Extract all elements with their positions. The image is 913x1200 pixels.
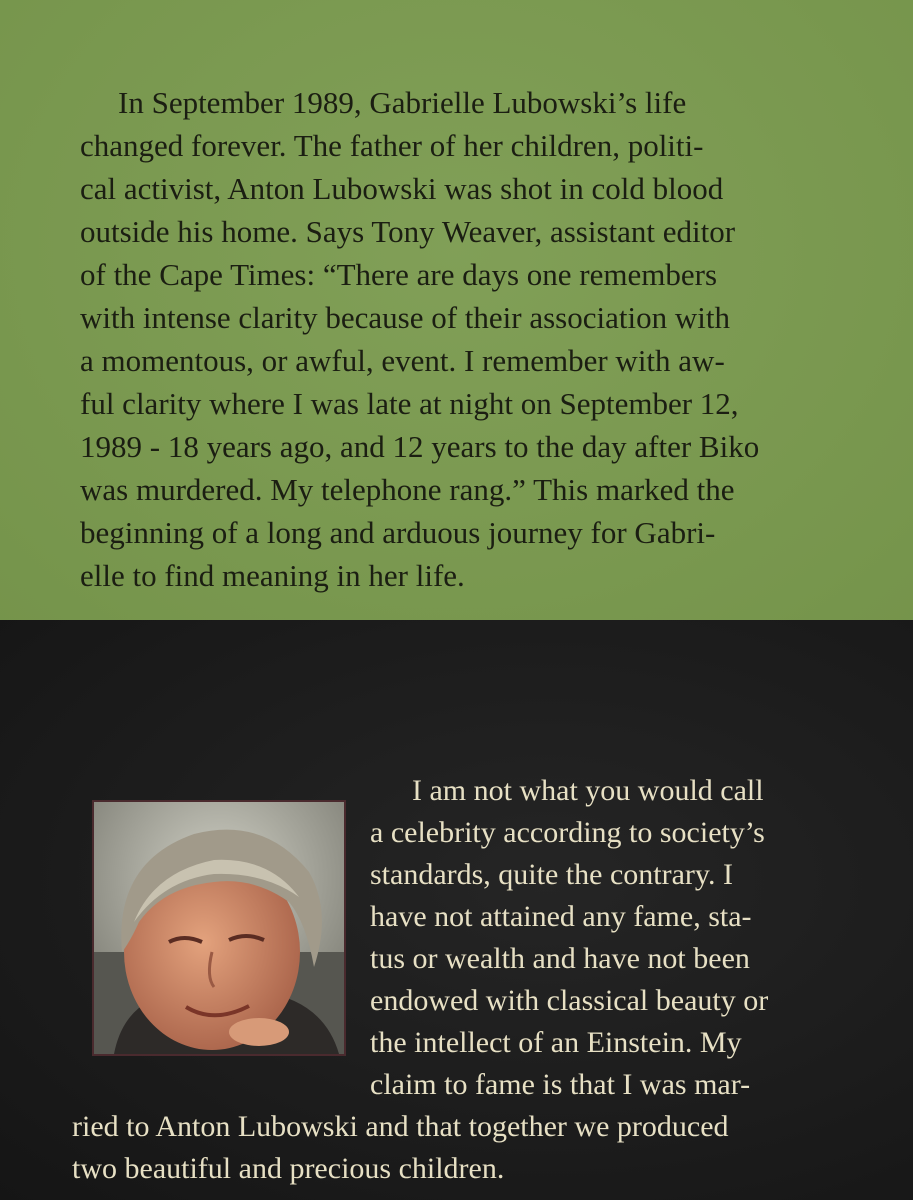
synopsis-line: cal activist, Anton Lubowski was shot in cold blood bbox=[80, 171, 724, 206]
synopsis-line: outside his home. Says Tony Weaver, assistant editor bbox=[80, 214, 736, 249]
synopsis-line: In September 1989, Gabrielle Lubowski’s life bbox=[118, 85, 687, 120]
portrait-photo-icon bbox=[94, 802, 344, 1054]
bio-line: have not attained any fame, sta- bbox=[370, 900, 752, 933]
bio-line: two beautiful and precious children. bbox=[72, 1152, 505, 1185]
synopsis-line: elle to find meaning in her life. bbox=[80, 558, 465, 593]
synopsis-line: a momentous, or awful, event. I remember with aw- bbox=[80, 343, 725, 378]
bio-line: a celebrity according to society’s bbox=[370, 816, 765, 849]
synopsis-line: was murdered. My telephone rang.” This marked the bbox=[80, 472, 735, 507]
bio-line: I am not what you would call bbox=[412, 774, 764, 807]
bio-line: endowed with classical beauty or bbox=[370, 984, 769, 1017]
synopsis-line: beginning of a long and arduous journey for Gabri- bbox=[80, 515, 716, 550]
synopsis-line: ful clarity where I was late at night on September 12, bbox=[80, 386, 739, 421]
synopsis-line: 1989 - 18 years ago, and 12 years to the day after Biko bbox=[80, 429, 760, 464]
bio-line: tus or wealth and have not been bbox=[370, 942, 750, 975]
author-portrait-image bbox=[92, 800, 346, 1056]
bio-line: standards, quite the contrary. I bbox=[370, 858, 733, 891]
bio-line: claim to fame is that I was mar- bbox=[370, 1068, 751, 1101]
bio-line: the intellect of an Einstein. My bbox=[370, 1026, 742, 1059]
synopsis-line: of the Cape Times: “There are days one remembers bbox=[80, 257, 718, 292]
synopsis-line: with intense clarity because of their association with bbox=[80, 300, 730, 335]
synopsis-line: changed forever. The father of her children, politi- bbox=[80, 128, 704, 163]
bio-line: ried to Anton Lubowski and that together we produced bbox=[72, 1110, 729, 1143]
